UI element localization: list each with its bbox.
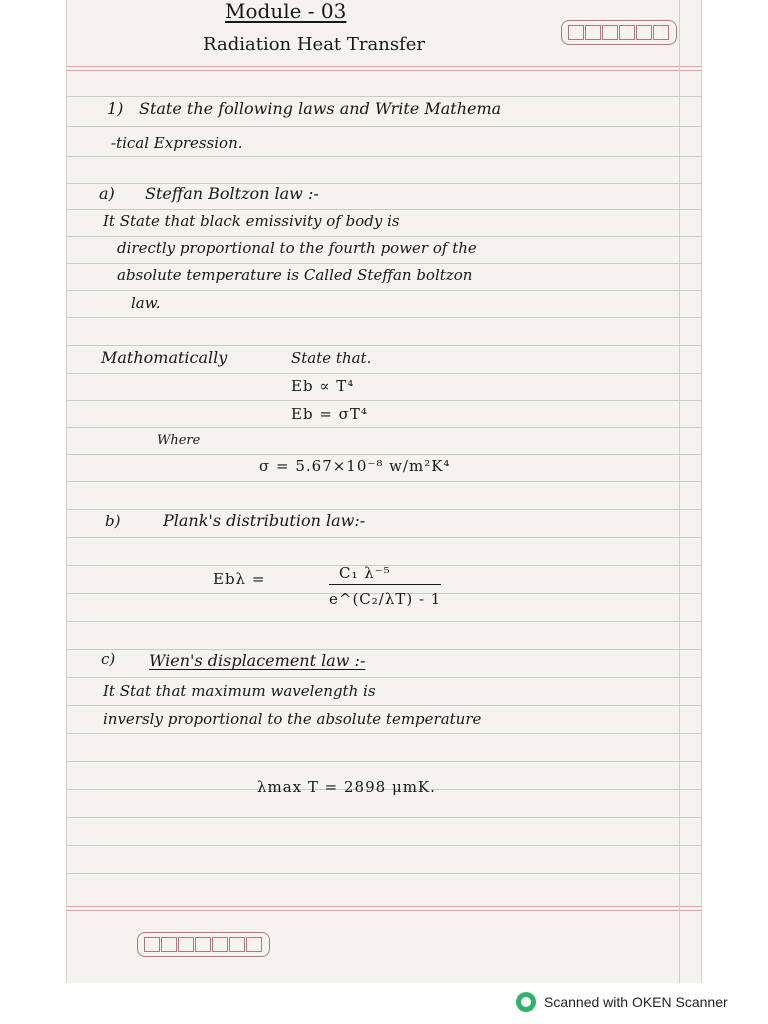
notebook-page xyxy=(66,0,702,983)
rule-line xyxy=(67,817,701,818)
top-margin-line-2 xyxy=(67,70,701,71)
top-margin-line xyxy=(67,66,701,67)
rule-line xyxy=(67,733,701,734)
question-line-2: -tical Expression. xyxy=(111,134,243,152)
equation-stefan: Eb = σT⁴ xyxy=(291,405,368,423)
rule-line xyxy=(67,96,701,97)
rule-line xyxy=(67,317,701,318)
law-c-line-2: inversly proportional to the absolute temperature xyxy=(103,710,482,728)
rule-line xyxy=(67,290,701,291)
date-boxes-top xyxy=(561,20,677,45)
planck-lhs: Ebλ = xyxy=(213,570,266,588)
rule-line xyxy=(67,845,701,846)
law-a-line-3: absolute temperature is Called Steffan boltzon xyxy=(117,266,473,284)
rule-line xyxy=(67,509,701,510)
wien-equation: λmax T = 2898 μmK. xyxy=(257,778,436,796)
scanner-watermark xyxy=(516,992,728,1012)
equation-proportional: Eb ∝ T⁴ xyxy=(291,377,355,395)
rule-line xyxy=(67,761,701,762)
planck-numerator: C₁ λ⁻⁵ xyxy=(339,564,391,582)
where-label: Where xyxy=(157,433,201,448)
bottom-margin-line xyxy=(67,906,701,907)
rule-line xyxy=(67,400,701,401)
planck-denominator: e^(C₂/λT) - 1 xyxy=(329,590,442,608)
law-c-label: c) xyxy=(101,650,116,668)
bottom-margin-line-2 xyxy=(67,910,701,911)
rule-line xyxy=(67,236,701,237)
right-margin-line xyxy=(679,0,680,983)
rule-line xyxy=(67,481,701,482)
law-a-line-1: It State that black emissivity of body is xyxy=(103,212,400,230)
chapter-title: Radiation Heat Transfer xyxy=(203,34,425,55)
law-a-line-4: law. xyxy=(131,294,161,312)
scanner-text: Scanned with OKEN Scanner xyxy=(544,994,728,1010)
rule-line xyxy=(67,427,701,428)
law-c-line-1: It Stat that maximum wavelength is xyxy=(103,682,376,700)
rule-line xyxy=(67,705,701,706)
rule-line xyxy=(67,263,701,264)
law-b-label: b) xyxy=(105,512,121,530)
law-b-heading: Plank's distribution law:- xyxy=(163,511,366,530)
rule-line xyxy=(67,209,701,210)
law-c-heading: Wien's displacement law :- xyxy=(149,651,366,670)
law-a-label: a) xyxy=(99,184,115,203)
scanner-logo-icon xyxy=(516,992,536,1012)
rule-line xyxy=(67,345,701,346)
equation-sigma: σ = 5.67×10⁻⁸ w/m²K⁴ xyxy=(259,457,451,475)
law-a-line-2: directly proportional to the fourth power of the xyxy=(117,239,477,257)
math-label: Mathomatically xyxy=(101,348,228,367)
module-title: Module - 03 xyxy=(225,0,347,23)
date-boxes-bottom xyxy=(137,932,270,957)
question-line-1: State the following laws and Write Mathema xyxy=(139,99,502,118)
question-number: 1) xyxy=(107,99,124,118)
rule-line xyxy=(67,873,701,874)
rule-line xyxy=(67,649,701,650)
rule-line xyxy=(67,677,701,678)
rule-line xyxy=(67,621,701,622)
rule-line xyxy=(67,454,701,455)
fraction-bar xyxy=(329,584,441,585)
rule-line xyxy=(67,156,701,157)
rule-line xyxy=(67,126,701,127)
rule-line xyxy=(67,537,701,538)
rule-line xyxy=(67,373,701,374)
math-state: State that. xyxy=(291,349,372,367)
law-a-heading: Steffan Boltzon law :- xyxy=(145,184,319,203)
